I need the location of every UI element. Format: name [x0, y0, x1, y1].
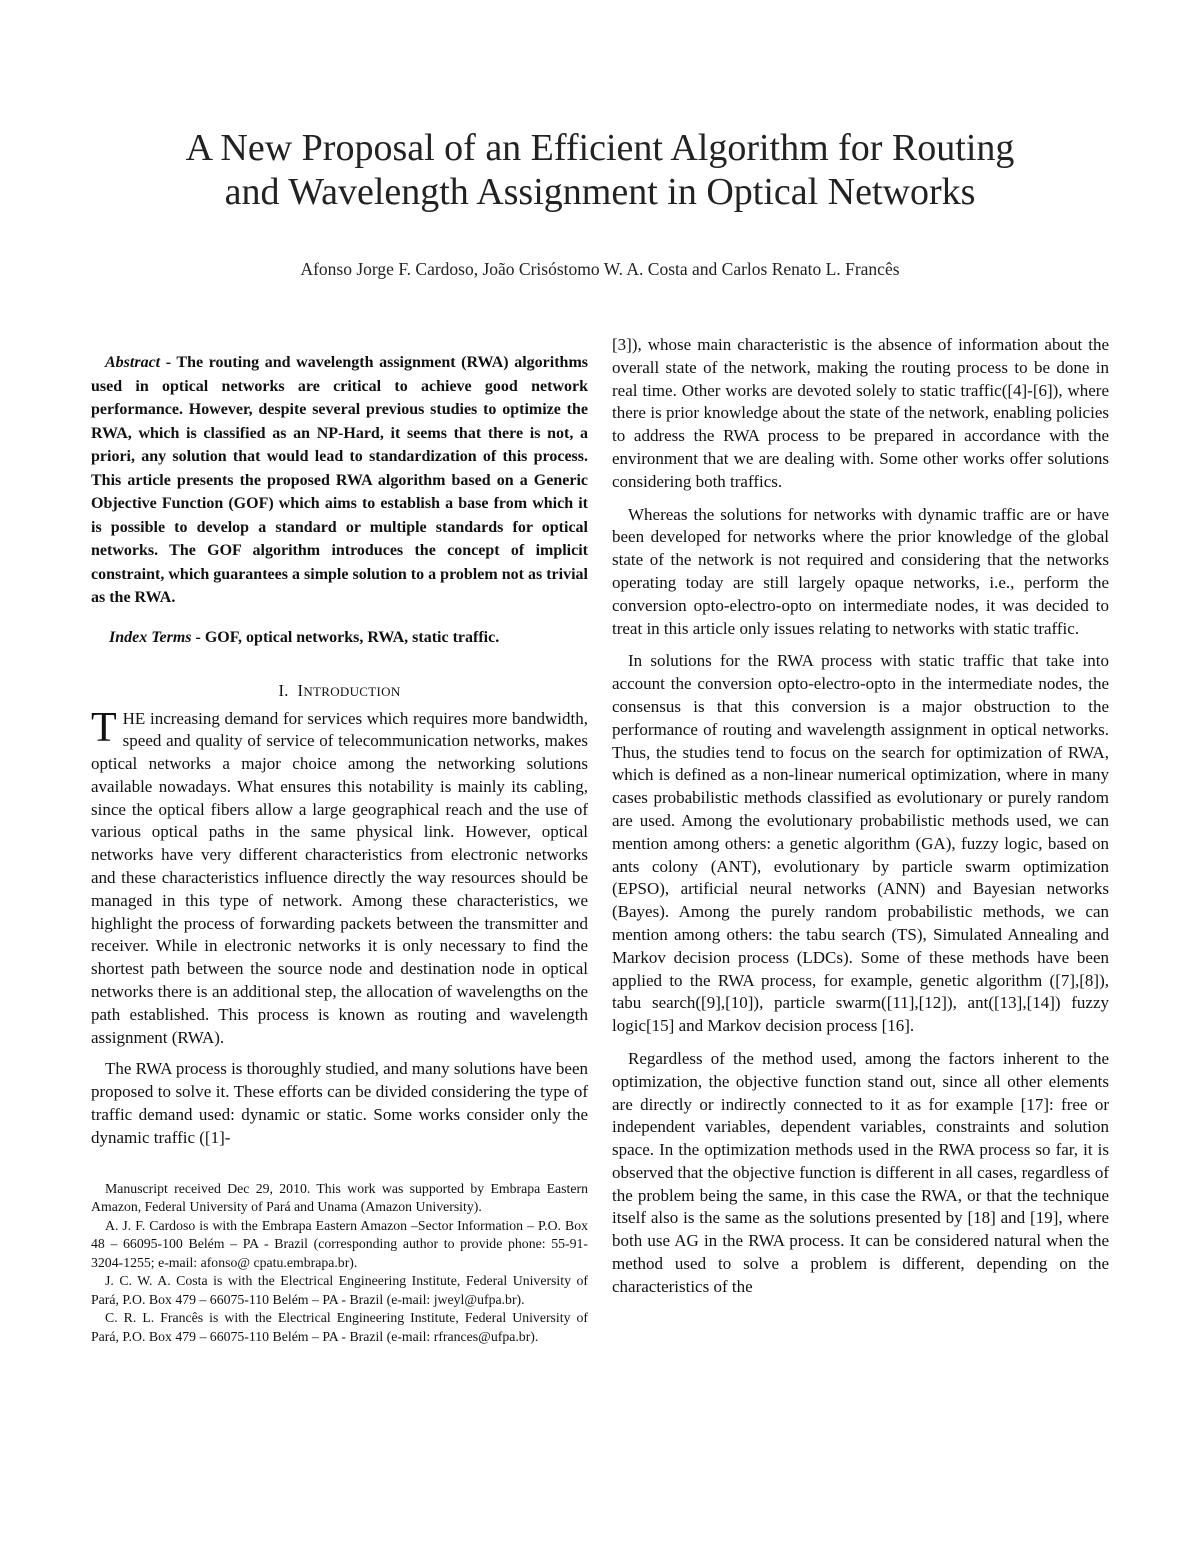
section-heading — [91, 681, 588, 701]
intro-p1-text: increasing demand for services which requires more bandwidth, speed and quality of service of telecommunication networks, makes optical networks a major choice among the networking solutions available nowadays. What ensures this notability is mainly its cabling, since the optical fibers allow a large geographical reach and the use of various optical paths in the same physical link. However, optical networks have very different characteristics from electronic networks and these characteristics influence directly the way resources should be managed in this type of network. Among these characteristics, we highlight the process of forwarding packets between the transmitter and receiver. While in electronic networks it is only necessary to find the shortest path between the source node and destination node in optical networks there is an additional step, the allocation of wavelengths on the path established. This process is known as routing and wavelength assignment (RWA). — [91, 708, 588, 1047]
footnote: A. J. F. Cardoso is with the Embrapa Eastern Amazon –Sector Information – P.O. Box 48 – 66095-100 Belém – PA - Brazil (corresponding author to provide phone: 55-91-3204-1255; e-mail: afonso@ cpatu.embrapa.br). — [91, 1217, 588, 1270]
intro-caps: HE — [122, 708, 146, 728]
right-paragraph-1: [3]), whose main characteristic is the absence of information about the overall state of the network, making the routing process to be done in real time. Other works are devoted solely to static traffic([4]-[6]), where there is prior knowledge about the state of the network, enabling policies to address the RWA process to be prepared in accordance with the environment that we are dealing with. Some other works offer solutions considering both traffics. — [612, 335, 1109, 491]
drop-cap: T — [91, 704, 117, 751]
abstract — [91, 351, 588, 610]
abstract-lead: Abstract — [105, 354, 161, 371]
footnotes — [91, 1180, 588, 1347]
section-number: I. — [278, 680, 289, 700]
index-terms-text: - GOF, optical networks, RWA, static traffic. — [191, 628, 500, 646]
title-line-1: A New Proposal of an Efficient Algorithm for Routing — [185, 127, 1015, 169]
abstract-text: - The routing and wavelength assignment (RWA) algorithms used in optical networks are critical to achieve good network performance. However, despite several previous studies to optimize the RWA, which is classified as an NP-Hard, it seems that there is not, a priori, any solution that would lead to standardization of this process. This article presents the proposed RWA algorithm based on a Generic Objective Function (GOF) which aims to establish a base from which it is possible to develop a standard or multiple standards for optical networks. The GOF algorithm introduces the concept of implicit constraint, which guarantees a simple solution to a problem not as trivial as the RWA. — [91, 354, 588, 606]
section-rest: NTRODUCTION — [303, 683, 401, 699]
right-column — [612, 334, 1109, 1299]
author-list: Afonso Jorge F. Cardoso, João Crisóstomo W. A. Costa and Carlos Renato L. Francês — [300, 259, 900, 279]
footnote: Manuscript received Dec 29, 2010. This work was supported by Embrapa Eastern Amazon, Federal University of Pará and Unama (Amazon University). — [91, 1180, 588, 1215]
right-paragraph-2: Whereas the solutions for networks with dynamic traffic are or have been developed for networks where the prior knowledge of the global state of the network is not required and considering that the networks operating today are still largely opaque networks, i.e., perform the conversion opto-electro-opto on intermediate nodes, it was decided to treat in this article only issues relating to networks with static traffic. — [612, 504, 1109, 638]
index-terms — [91, 626, 588, 649]
footnote: J. C. W. A. Costa is with the Electrical Engineering Institute, Federal University of Pará, P.O. Box 479 – 66075-110 Belém – PA - Brazil (e-mail: jweyl@ufpa.br). — [91, 1273, 588, 1307]
paper-title — [100, 126, 1100, 214]
intro-paragraph-1 — [91, 704, 588, 1050]
footnote: C. R. L. Francês is with the Electrical Engineering Institute, Federal University of Pará, P.O. Box 479 – 66075-110 Belém – PA - Brazil (e-mail: rfrances@ufpa.br). — [91, 1310, 588, 1344]
intro-paragraph-2: The RWA process is thoroughly studied, and many solutions have been proposed to solve it. These efforts can be divided considering the type of traffic demand used: dynamic or static. Some works consider only the dynamic traffic ([1]- — [91, 1059, 589, 1147]
right-paragraph-4: Regardless of the method used, among the factors inherent to the optimization, the objective function stand out, since all other elements are directly or indirectly connected to it as for example [17]: free or independent variables, dependent variables, constraints and solution space. In the optimization methods used in the RWA process so far, it is observed that the objective function is different in all cases, regardless of the problem being the same, in this case the RWA, or that the technique itself also is the same as the solutions presented by [18] and [19], where both use AG in the RWA process. It can be considered natural when the method used to solve a problem is different, depending on the characteristics of the — [612, 1048, 1109, 1296]
right-paragraph-3: In solutions for the RWA process with static traffic that take into account the conversion opto-electro-opto in the intermediate nodes, the consensus is that this conversion is a major obstruction to the performance of routing and wavelength assignment in optical networks. Thus, the studies tend to focus on the search for optimization of RWA, which is defined as a non-linear numerical optimization, where in many cases probabilistic methods classified as evolutionary or purely random are used. Among the evolutionary probabilistic methods used, we can mention among others: a genetic algorithm (GA), fuzzy logic, based on ants colony (ANT), evolutionary by particle swarm optimization (EPSO), artificial neural networks (ANN) and Bayesian networks (Bayes). Among the purely random probabilistic methods, we can mention among others: the tabu search (TS), Simulated Annealing and Markov decision process (LDCs). Some of these methods have been applied to the RWA process, for example, genetic algorithm ([7],[8]), tabu search([9],[10]), particle swarm([11],[12]), ant([13],[14]) fuzzy logic[15] and Markov decision process [16]. — [612, 651, 1109, 1036]
section-first-letter: I — [297, 680, 304, 700]
index-terms-lead: Index Terms — [109, 628, 192, 646]
title-line-2: and Wavelength Assignment in Optical Networks — [224, 171, 976, 213]
left-column — [91, 334, 588, 1346]
